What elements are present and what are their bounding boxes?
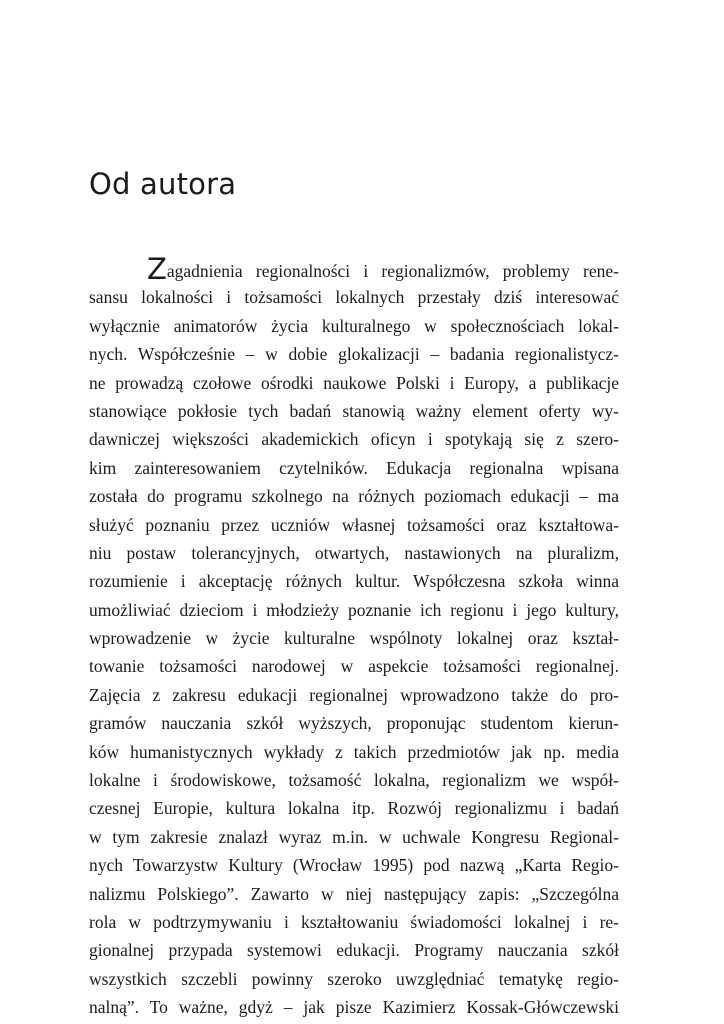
text-line: w tym zakresie znalazł wyraz m.in. w uchwale Kongresu Regional- [89,826,619,847]
text-line: kim zainteresowaniem czytelników. Edukacja regionalna wpisana [89,457,619,478]
text-line: wyłącznie animatorów życia kulturalnego w społecznościach lokal- [89,315,619,336]
body-paragraph [89,252,619,1022]
first-line-text: agadnienia regionalności i regionalizmów, problemy rene- [166,261,619,281]
chapter-heading: Od autora [89,167,237,201]
text-line: Zajęcia z zakresu edukacji regionalnej wprowadzono także do pro- [89,684,619,705]
text-line: nalną”. To ważne, gdyż – jak pisze Kazimierz Kossak-Główczewski [89,997,619,1018]
text-line: nych. Współcześnie – w dobie glokalizacji – badania regionalistycz- [89,344,619,365]
text-line: czesnej Europie, kultura lokalna itp. Rozwój regionalizmu i badań [89,798,619,819]
text-line: stanowiące pokłosie tych badań stanowią ważny element oferty wy- [89,400,619,421]
text-line: nych Towarzystw Kultury (Wrocław 1995) pod nazwą „Karta Regio- [89,855,619,876]
text-line: sansu lokalności i tożsamości lokalnych przestały dziś interesować [89,287,619,308]
text-line: ne prowadzą czołowe ośrodki naukowe Polski i Europy, a publikacje [89,372,619,393]
text-line: została do programu szkolnego na różnych poziomach edukacji – ma [89,486,619,507]
text-line: ków humanistycznych wykłady z takich przedmiotów jak np. media [89,741,619,762]
text-line: lokalne i środowiskowe, tożsamość lokalna, regionalizm we współ- [89,770,619,791]
text-line: gramów nauczania szkół wyższych, proponując studentom kierun- [89,713,619,734]
text-line: wszystkich szczebli powinny szeroko uwzględniać tematykę regio- [89,968,619,989]
text-line: nalizmu Polskiego”. Zawarto w niej następujący zapis: „Szczególna [89,883,619,904]
text-line: umożliwiać dzieciom i młodzieży poznanie ich regionu i jego kultury, [89,599,619,620]
text-line: gionalnej przypada systemowi edukacji. Programy nauczania szkół [89,940,619,961]
text-line: rozumienie i akceptację różnych kultur. Współczesna szkoła winna [89,571,619,592]
text-line: towanie tożsamości narodowej w aspekcie tożsamości regionalnej. [89,656,619,677]
drop-cap: Z [147,252,167,286]
text-line: służyć poznaniu przez uczniów własnej tożsamości oraz kształtowa- [89,514,619,535]
text-line: rola w podtrzymywaniu i kształtowaniu świadomości lokalnej i re- [89,911,619,932]
text-line [89,252,619,286]
text-line: dawniczej większości akademickich oficyn i spotykają się z szero- [89,429,619,450]
text-line: wprowadzenie w życie kulturalne wspólnoty lokalnej oraz kształ- [89,628,619,649]
text-line: niu postaw tolerancyjnych, otwartych, nastawionych na pluralizm, [89,542,619,563]
